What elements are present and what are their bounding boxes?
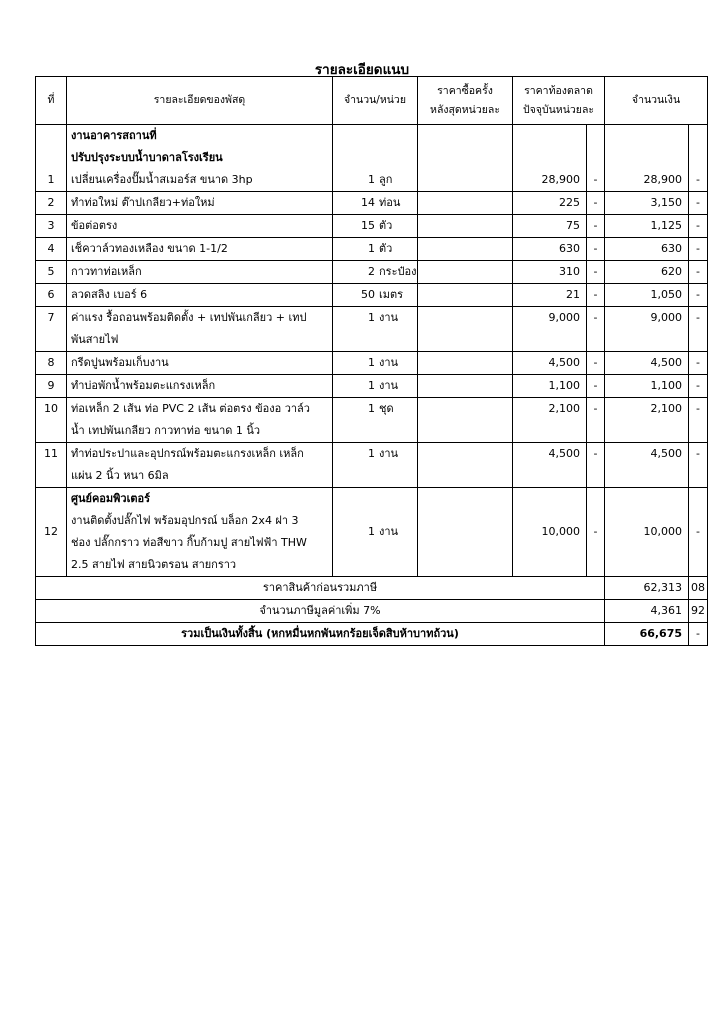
row-amount-satang: -: [689, 307, 708, 352]
row-no: 8: [36, 352, 67, 375]
row-no: 5: [36, 261, 67, 284]
row-amount: 4,500: [605, 443, 689, 488]
row-last-price: [418, 215, 513, 238]
qty-unit: กระป๋อง: [379, 265, 417, 278]
qty-number: 15: [361, 219, 375, 232]
total-label: รวมเป็นเงินทั้งสิ้น (หกหมื่นหกพันหกร้อยเจ็ดสิบห้าบาทถ้วน): [36, 623, 605, 646]
qty-number: 1: [368, 242, 375, 255]
row-desc-line3: 2.5 สายไฟ สายนิวตรอน สายกราว: [71, 558, 237, 571]
row-price-satang: -: [587, 488, 605, 577]
row-no: 10: [36, 398, 67, 443]
row-desc: กรีดปูนพร้อมเก็บงาน: [67, 352, 333, 375]
qty-unit: งาน: [379, 447, 399, 460]
row-amount: 3,150: [605, 192, 689, 215]
row-qty: [333, 352, 418, 375]
row-amount: 1,125: [605, 215, 689, 238]
header-amount: จำนวนเงิน: [605, 77, 708, 125]
row-qty: [333, 125, 418, 192]
row-amount: 1,100: [605, 375, 689, 398]
row-desc-line2: ช่อง ปลั๊กกราว ท่อสีขาว กิ๊บก้ามปู สายไฟฟ้า THW: [71, 536, 307, 549]
header-market-price: [513, 77, 605, 125]
row-qty: [333, 443, 418, 488]
row-no: 11: [36, 443, 67, 488]
row-qty: [333, 398, 418, 443]
row-desc: ลวดสลิง เบอร์ 6: [67, 284, 333, 307]
vat-satang: 92: [689, 600, 708, 623]
section-heading: ศูนย์คอมพิวเตอร์: [71, 492, 151, 505]
row-amount-satang: -: [689, 192, 708, 215]
row-price: 4,500: [513, 443, 587, 488]
row-amount: 28,900: [605, 125, 689, 192]
row-price-satang: -: [587, 398, 605, 443]
section-heading: งานอาคารสถานที่: [71, 129, 157, 142]
row-price: 225: [513, 192, 587, 215]
qty-number: 1: [368, 525, 375, 538]
subtotal-row: [36, 577, 708, 600]
total-amount: 66,675: [605, 623, 689, 646]
row-price-satang: -: [587, 375, 605, 398]
row-price-satang: -: [587, 284, 605, 307]
row-desc: ข้อต่อตรง: [67, 215, 333, 238]
qty-unit: งาน: [379, 311, 399, 324]
qty-number: 1: [368, 447, 375, 460]
row-price: 4,500: [513, 352, 587, 375]
row-desc: ทำท่อใหม่ ต๊าปเกลียว+ท่อใหม่: [67, 192, 333, 215]
row-last-price: [418, 375, 513, 398]
row-amount-satang: -: [689, 488, 708, 577]
row-amount: 10,000: [605, 488, 689, 577]
table-row: [36, 488, 708, 577]
row-qty: [333, 261, 418, 284]
row-price: 2,100: [513, 398, 587, 443]
row-qty: [333, 238, 418, 261]
row-desc: [67, 307, 333, 352]
row-desc-line1: ทำท่อประปาและอุปกรณ์พร้อมตะแกรงเหล็ก เหล็ก: [71, 447, 304, 460]
row-desc-line1: ท่อเหล็ก 2 เส้น ท่อ PVC 2 เส้น ต่อตรง ข้องอ วาล์ว: [71, 402, 310, 415]
qty-unit: งาน: [379, 356, 399, 369]
row-amount-satang: -: [689, 238, 708, 261]
table-row: [36, 375, 708, 398]
table-row: [36, 443, 708, 488]
table-row: [36, 352, 708, 375]
row-no: 1: [36, 125, 67, 192]
header-last-price-line2: หลังสุดหน่วยละ: [430, 103, 500, 116]
table-row: [36, 192, 708, 215]
row-no: 4: [36, 238, 67, 261]
row-last-price: [418, 284, 513, 307]
row-last-price: [418, 398, 513, 443]
row-price: 21: [513, 284, 587, 307]
header-no: ที่: [36, 77, 67, 125]
qty-unit: ชุด: [379, 402, 394, 415]
row-price: 1,100: [513, 375, 587, 398]
row-qty: [333, 284, 418, 307]
table-row: [36, 398, 708, 443]
row-no: 9: [36, 375, 67, 398]
row-amount: 9,000: [605, 307, 689, 352]
row-no: 3: [36, 215, 67, 238]
qty-number: 1: [368, 356, 375, 369]
row-amount-satang: -: [689, 261, 708, 284]
section-subheading: ปรับปรุงระบบน้ำบาดาลโรงเรียน: [71, 151, 223, 164]
row-price-satang: -: [587, 192, 605, 215]
vat-label: จำนวนภาษีมูลค่าเพิ่ม 7%: [36, 600, 605, 623]
header-market-price-line2: ปัจจุบันหน่วยละ: [522, 103, 595, 116]
items-table: [35, 76, 708, 646]
total-satang: -: [689, 623, 708, 646]
qty-unit: งาน: [379, 379, 399, 392]
row-last-price: [418, 488, 513, 577]
row-price: 630: [513, 238, 587, 261]
row-price-satang: -: [587, 261, 605, 284]
row-no: 12: [36, 488, 67, 577]
qty-unit: งาน: [379, 525, 399, 538]
row-qty: [333, 215, 418, 238]
row-amount-satang: -: [689, 125, 708, 192]
row-price-satang: -: [587, 215, 605, 238]
row-price: 9,000: [513, 307, 587, 352]
header-last-price: [418, 77, 513, 125]
qty-number: 2: [368, 265, 375, 278]
row-last-price: [418, 125, 513, 192]
row-price: 28,900: [513, 125, 587, 192]
row-desc: [67, 443, 333, 488]
row-desc-line2: แผ่น 2 นิ้ว หนา 6มิล: [71, 469, 169, 482]
row-qty: [333, 307, 418, 352]
table-row: [36, 238, 708, 261]
document-title: รายละเอียดแนบ: [314, 62, 410, 78]
row-price: 10,000: [513, 488, 587, 577]
table-row: [36, 215, 708, 238]
row-no: 6: [36, 284, 67, 307]
row-amount-satang: -: [689, 398, 708, 443]
header-market-price-line1: ราคาท้องตลาด: [524, 84, 593, 97]
row-amount: 620: [605, 261, 689, 284]
total-row: [36, 623, 708, 646]
row-desc-line1: งานติดตั้งปลั๊กไฟ พร้อมอุปกรณ์ บล็อก 2x4 ฝา 3: [71, 514, 299, 527]
row-amount-satang: -: [689, 215, 708, 238]
row-last-price: [418, 261, 513, 284]
row-price-satang: -: [587, 352, 605, 375]
table-row: [36, 261, 708, 284]
row-last-price: [418, 307, 513, 352]
row-desc: [67, 398, 333, 443]
vat-row: [36, 600, 708, 623]
qty-unit: เมตร: [379, 288, 404, 301]
qty-number: 1: [368, 311, 375, 324]
header-desc: รายละเอียดของพัสดุ: [67, 77, 333, 125]
row-desc-line2: พันสายไฟ: [71, 333, 119, 346]
row-no: 7: [36, 307, 67, 352]
row-price-satang: -: [587, 238, 605, 261]
table-row: [36, 307, 708, 352]
row-desc-line1: ค่าแรง รื้อถอนพร้อมติดตั้ง + เทปพันเกลียว + เทป: [71, 311, 307, 324]
row-desc-text: เปลี่ยนเครื่องปั๊มน้ำสเมอร์ส ขนาด 3hp: [71, 173, 253, 186]
row-last-price: [418, 238, 513, 261]
qty-number: 1: [368, 379, 375, 392]
row-price: 310: [513, 261, 587, 284]
qty-unit: ลูก: [379, 173, 393, 186]
row-amount-satang: -: [689, 443, 708, 488]
row-desc: เช็ควาล์วทองเหลือง ขนาด 1-1/2: [67, 238, 333, 261]
qty-unit: ตัว: [379, 242, 393, 255]
row-last-price: [418, 352, 513, 375]
row-qty: [333, 488, 418, 577]
row-desc: [67, 125, 333, 192]
qty-number: 50: [361, 288, 375, 301]
row-desc: [67, 488, 333, 577]
qty-unit: ตัว: [379, 219, 393, 232]
header-qty: จำนวน/หน่วย: [333, 77, 418, 125]
qty-unit: ท่อน: [379, 196, 401, 209]
row-amount: 1,050: [605, 284, 689, 307]
table-row: [36, 125, 708, 192]
row-desc: ทำบ่อพักน้ำพร้อมตะแกรงเหล็ก: [67, 375, 333, 398]
row-desc-line2: น้ำ เทปพันเกลียว กาวทาท่อ ขนาด 1 นิ้ว: [71, 424, 261, 437]
table-row: [36, 284, 708, 307]
header-last-price-line1: ราคาซื้อครั้ง: [437, 84, 493, 97]
vat-amount: 4,361: [605, 600, 689, 623]
row-price-satang: -: [587, 443, 605, 488]
subtotal-label: ราคาสินค้าก่อนรวมภาษี: [36, 577, 605, 600]
qty-number: 1: [368, 173, 375, 186]
table-header-row: [36, 77, 708, 125]
row-price: 75: [513, 215, 587, 238]
row-price-satang: -: [587, 125, 605, 192]
row-qty: [333, 192, 418, 215]
row-amount-satang: -: [689, 352, 708, 375]
subtotal-satang: 08: [689, 577, 708, 600]
row-amount: 4,500: [605, 352, 689, 375]
row-last-price: [418, 192, 513, 215]
qty-number: 14: [361, 196, 375, 209]
row-amount-satang: -: [689, 284, 708, 307]
row-desc: กาวทาท่อเหล็ก: [67, 261, 333, 284]
row-amount-satang: -: [689, 375, 708, 398]
qty-number: 1: [368, 402, 375, 415]
row-price-satang: -: [587, 307, 605, 352]
row-amount: 2,100: [605, 398, 689, 443]
subtotal-amount: 62,313: [605, 577, 689, 600]
row-last-price: [418, 443, 513, 488]
row-amount: 630: [605, 238, 689, 261]
row-no: 2: [36, 192, 67, 215]
row-qty: [333, 375, 418, 398]
